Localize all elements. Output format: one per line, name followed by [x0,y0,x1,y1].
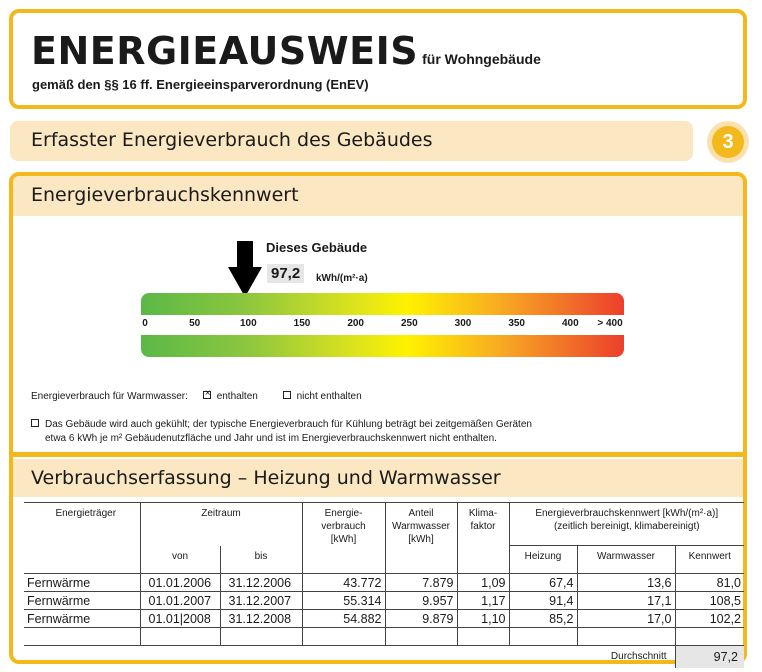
cell-heizung: 67,4 [509,574,577,592]
cell-verbrauch: 54.882 [302,610,385,628]
cell-anteil: 9.879 [385,610,457,628]
scale-tick: > 400 [597,318,623,329]
scale-tick: 350 [508,318,525,329]
header-von: von [140,546,220,574]
unchecked-box-icon [283,391,291,399]
scale-tick: 300 [454,318,472,329]
cooling-note-line-2: etwa 6 kWh je m² Gebäudenutzfläche und Jahr und ist im Energieverbrauchskennwert nicht enthalten. [45,433,497,444]
header-verbrauch: Energie- verbrauch [kWh] [302,503,385,574]
scale-tick: 250 [400,318,418,329]
title-suffix: für Wohngebäude [422,51,541,67]
cell-anteil: 7.879 [385,574,457,592]
scale-tick: 100 [239,318,257,329]
section-divider [9,452,747,457]
cell-bis: 31.12.2008 [220,610,302,628]
average-label: Durchschnitt [24,646,675,668]
cell-klima: 1,17 [457,592,509,610]
header-zeitraum: Zeitraum [140,503,302,546]
header-energietraeger: Energieträger [24,503,140,574]
header-heizung: Heizung [509,546,577,574]
section-number-badge [707,121,749,163]
header-kennwert-group: Energieverbrauchskennwert [kWh/(m²·a)] (zeitlich bereinigt, klimabereinigt) [509,503,744,546]
table-body [24,574,744,628]
kennwert-heading: Energieverbrauchskennwert [31,184,299,206]
document-header [9,9,747,109]
cell-kennwert: 81,0 [675,574,744,592]
section-number: 3 [712,126,744,158]
cooling-note-line-1: Das Gebäude wird auch gekühlt; der typische Energieverbrauch für Kühlung beträgt bei zeitgemäßen Geräten [45,419,532,430]
building-label: Dieses Gebäude [266,240,368,255]
section-title-bar [10,121,693,161]
average-value: 97,2 [675,646,744,668]
building-value: 97,2 [267,264,304,283]
document-title [31,29,541,73]
option-nicht-enthalten[interactable] [283,391,362,402]
scale-tick: 200 [347,318,364,329]
cell-kennwert: 108,5 [675,592,744,610]
building-unit: kWh/(m²·a) [316,273,368,284]
scale-band-top [141,293,624,315]
scale-tick: 400 [561,318,579,329]
option-enthalten[interactable] [203,391,258,402]
cell-traeger: Fernwärme [24,610,140,628]
warmwater-row [31,391,362,402]
table-header-row-1 [24,503,744,546]
cooling-checkbox-icon[interactable] [31,419,39,427]
energy-consumption-panel [9,172,747,664]
cell-von: 01.01.2006 [140,574,220,592]
cell-verbrauch: 43.772 [302,574,385,592]
header-anteil: Anteil Warmwasser [kWh] [385,503,457,574]
table-row [24,592,744,610]
table-row [24,574,744,592]
cell-verbrauch: 55.314 [302,592,385,610]
title-text: ENERGIEAUSWEIS [31,29,419,73]
section-title: Erfasster Energieverbrauch des Gebäudes [31,129,433,151]
option-nicht-enthalten-label: nicht enthalten [296,391,362,402]
table-row [24,610,744,628]
table-heading: Verbrauchserfassung – Heizung und Warmwasser [31,467,501,489]
document-subtitle: gemäß den §§ 16 ff. Energieeinsparverordnung (EnEV) [32,77,369,92]
header-kennwert: Kennwert [675,546,744,574]
scale-tick: 50 [189,318,201,329]
header-klima: Klima- faktor [457,503,509,574]
scale-tick: 150 [293,318,311,329]
energy-scale [141,293,624,357]
cell-traeger: Fernwärme [24,574,140,592]
cell-warmwasser: 17,0 [577,610,675,628]
cell-klima: 1,09 [457,574,509,592]
checked-box-icon [203,391,211,399]
warmwater-label: Energieverbrauch für Warmwasser: [31,391,188,402]
cell-von: 01.01.2007 [140,592,220,610]
scale-tick: 0 [142,318,148,329]
table-average-row [24,646,744,668]
down-arrow-icon [228,241,262,297]
cell-anteil: 9.957 [385,592,457,610]
cell-bis: 31.12.2007 [220,592,302,610]
cell-kennwert: 102,2 [675,610,744,628]
cell-traeger: Fernwärme [24,592,140,610]
header-warmwasser: Warmwasser [577,546,675,574]
kennwert-heading-bar [13,176,743,216]
cooling-note [31,418,532,446]
table-heading-bar [13,459,743,497]
cell-bis: 31.12.2006 [220,574,302,592]
cell-heizung: 85,2 [509,610,577,628]
header-bis: bis [220,546,302,574]
cell-klima: 1,10 [457,610,509,628]
cell-warmwasser: 17,1 [577,592,675,610]
cell-von: 01.01|2008 [140,610,220,628]
option-enthalten-label: enthalten [216,391,258,402]
cell-heizung: 91,4 [509,592,577,610]
cell-warmwasser: 13,6 [577,574,675,592]
consumption-table [24,502,744,668]
table-row-empty [24,628,744,646]
scale-band-bottom [141,335,624,357]
